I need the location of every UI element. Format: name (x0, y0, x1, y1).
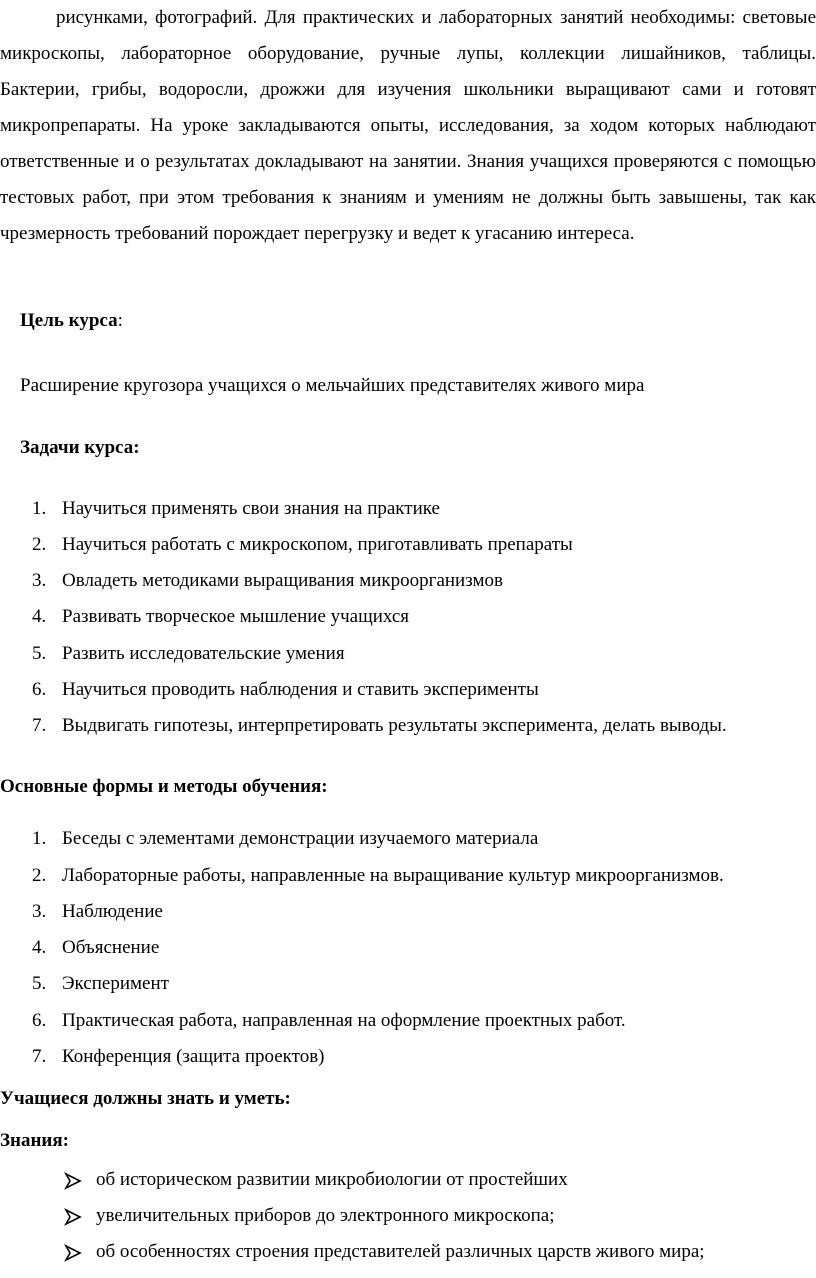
list-item-text: об особенностях строения представителей различных царств живого мира; (96, 1241, 705, 1262)
knowledge-heading: Знания: (0, 1130, 69, 1151)
list-item-number: 3. (32, 901, 47, 922)
goal-heading: Цель курса (20, 310, 118, 331)
tasks-heading: Задачи курса: (20, 437, 140, 458)
list-item-number: 2. (32, 534, 47, 555)
list-item-text: Научиться применять свои знания на практике (62, 498, 440, 519)
list-item-text: Научиться проводить наблюдения и ставить эксперименты (62, 679, 539, 700)
arrow-bullet-icon (64, 1244, 82, 1262)
list-item-text: Выдвигать гипотезы, интерпретировать результаты эксперимента, делать выводы. (62, 715, 727, 736)
list-item-text: Беседы с элементами демонстрации изучаемого материала (62, 828, 539, 849)
list-item-text: Конференция (защита проектов) (62, 1046, 325, 1067)
list-item-text: Лабораторные работы, направленные на выращивание культур микроорганизмов. (62, 865, 724, 886)
list-item-number: 7. (32, 1046, 47, 1067)
list-item-text: увеличительных приборов до электронного микроскопа; (96, 1205, 555, 1226)
list-item-number: 5. (32, 643, 47, 664)
list-item-number: 1. (32, 828, 47, 849)
methods-heading: Основные формы и методы обучения: (0, 776, 328, 797)
intro-paragraph: рисунками, фотографий. Для практических и лабораторных занятий необходимы: световые микроскопы, лабораторное оборудование, ручные лупы, коллекции лишайников, таблицы. Бактерии, грибы, водоросли, дрожжи для изучения школьники выращивают сами и готовят микропрепараты. На уроке закладываются опыты, исследования, за ходом которых наблюдают ответственные и о результатах докладывают на занятии. Знания учащихся проверяются с помощью тестовых работ, при этом требования к знаниям и умениям не должны быть завышены, так как чрезмерность требований порождает перегрузку и ведет к угасанию интереса. (0, 7, 816, 244)
list-item-text: Объяснение (62, 937, 160, 958)
goal-text: Расширение кругозора учащихся о мельчайших представителях живого мира (20, 375, 645, 396)
arrow-bullet-icon (64, 1208, 82, 1226)
list-item-text: Наблюдение (62, 901, 163, 922)
list-item-text: Овладеть методиками выращивания микроорганизмов (62, 570, 503, 591)
list-item-text: Эксперимент (62, 973, 169, 994)
list-item-number: 5. (32, 973, 47, 994)
list-item-text: об историческом развитии микробиологии от простейших (96, 1169, 568, 1190)
list-item-text: Практическая работа, направленная на оформление проектных работ. (62, 1010, 626, 1031)
list-item-text: Научиться работать с микроскопом, приготавливать препараты (62, 534, 573, 555)
list-item-number: 6. (32, 679, 47, 700)
goal-heading-line (20, 310, 123, 332)
list-item-number: 3. (32, 570, 47, 591)
goal-heading-suffix: : (117, 310, 123, 331)
skills-heading: Учащиеся должны знать и уметь: (0, 1088, 291, 1109)
arrow-bullet-icon (64, 1172, 82, 1190)
list-item-number: 7. (32, 715, 47, 736)
list-item-number: 6. (32, 1010, 47, 1031)
list-item-number: 4. (32, 606, 47, 627)
list-item-number: 1. (32, 498, 47, 519)
list-item-text: Развивать творческое мышление учащихся (62, 606, 410, 627)
list-item-number: 4. (32, 937, 47, 958)
list-item-number: 2. (32, 865, 47, 886)
list-item-text: Развить исследовательские умения (62, 643, 345, 664)
